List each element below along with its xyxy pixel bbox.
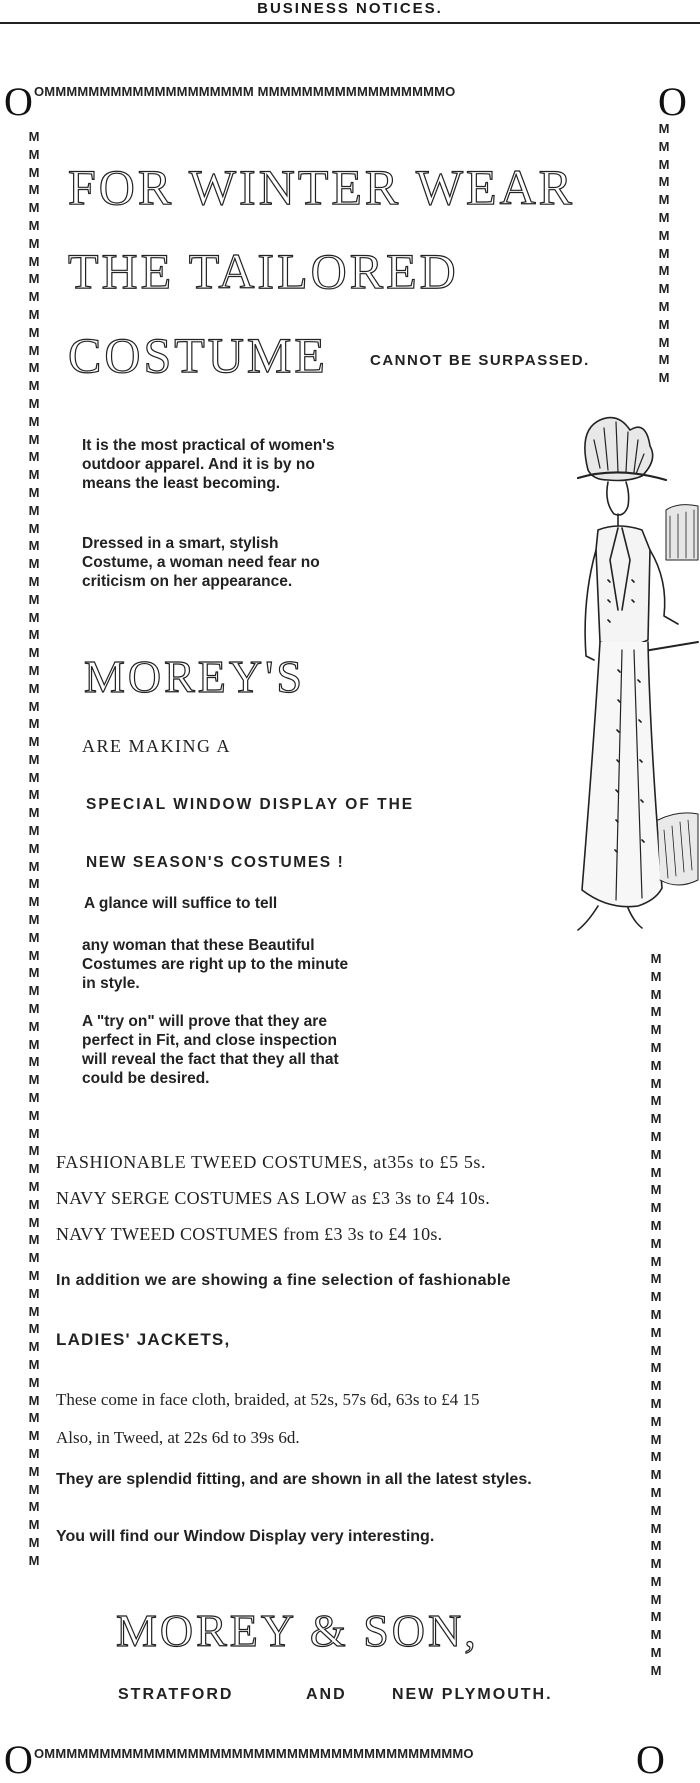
border-right-lower: MMMMMMMMMMMMMMMMMMMMMMMMMMMMMMMMMMMMMMMMM	[650, 951, 662, 1678]
glance-text: A glance will suffice to tell	[84, 895, 278, 912]
price-tweed-costumes: FASHIONABLE TWEED COSTUMES, at35s to £5 5s.	[56, 1152, 487, 1172]
glance-continued: any woman that these Beautiful Costumes are right up to the minute in style.	[82, 937, 349, 992]
costume-illustration	[538, 410, 700, 950]
new-season-text: NEW SEASON'S COSTUMES !	[86, 854, 345, 871]
border-corner-top-left: O	[4, 79, 33, 124]
addition-text: In addition we are showing a fine selection of fashionable	[56, 1272, 511, 1289]
try-on-text: A "try on" will prove that they are perfect in Fit, and close inspection will reveal the fact that they all that could be desired.	[82, 1013, 339, 1087]
border-bottom: OMMMMMMMMMMMMMMMMMMMMMMMMMMMMMMMMMMMMMMO	[34, 1746, 474, 1761]
intro-paragraph-1: It is the most practical of women's outdoor apparel. And it is by no means the least becoming.	[82, 437, 335, 492]
border-top: OMMMMMMMMMMMMMMMMMMM MMMMMMMMMMMMMMMMMO	[34, 84, 456, 99]
border-corner-bottom-right: O	[636, 1737, 665, 1782]
town-new-plymouth: NEW PLYMOUTH.	[392, 1686, 553, 1703]
firm-name: MOREY & SON,	[116, 1605, 479, 1656]
jackets-face-cloth: These come in face cloth, braided, at 52s, 57s 6d, 63s to £4 15	[56, 1390, 480, 1409]
jackets-heading: LADIES' JACKETS,	[56, 1330, 231, 1349]
border-right-upper: MMMMMMMMMMMMMMM	[658, 121, 670, 386]
intro-paragraph-2: Dressed in a smart, stylish Costume, a woman need fear no criticism on her appearance.	[82, 535, 320, 590]
jackets-fitting: They are splendid fitting, and are shown in all the latest styles.	[56, 1471, 532, 1488]
window-display-text: SPECIAL WINDOW DISPLAY OF THE	[86, 796, 415, 813]
town-and: AND	[306, 1686, 347, 1703]
border-corner-bottom-left: O	[4, 1737, 33, 1782]
headline-line-2: THE TAILORED	[68, 243, 459, 299]
header-rule	[0, 22, 700, 24]
headline-tagline: CANNOT BE SURPASSED.	[370, 352, 590, 369]
page-header: BUSINESS NOTICES.	[257, 0, 443, 17]
jackets-tweed: Also, in Tweed, at 22s 6d to 39s 6d.	[56, 1428, 300, 1447]
town-stratford: STRATFORD	[118, 1686, 234, 1703]
headline-line-3: COSTUME	[68, 327, 328, 383]
window-display-note: You will find our Window Display very interesting.	[56, 1528, 435, 1545]
price-navy-serge: NAVY SERGE COSTUMES AS LOW as £3 3s to £4 10s.	[56, 1188, 491, 1208]
making-text: ARE MAKING A	[82, 736, 232, 756]
headline-line-1: FOR WINTER WEAR	[68, 159, 576, 215]
price-navy-tweed: NAVY TWEED COSTUMES from £3 3s to £4 10s.	[56, 1224, 443, 1244]
store-name: MOREY'S	[84, 651, 305, 702]
border-left: MMMMMMMMMMMMMMMMMMMMMMMMMMMMMMMMMMMMMMMMMMMMMMMMMMMMMMMMMMMMMMMMMMMMMMMMMMMMMMMMM	[28, 129, 40, 1568]
border-corner-top-right: O	[658, 79, 687, 124]
